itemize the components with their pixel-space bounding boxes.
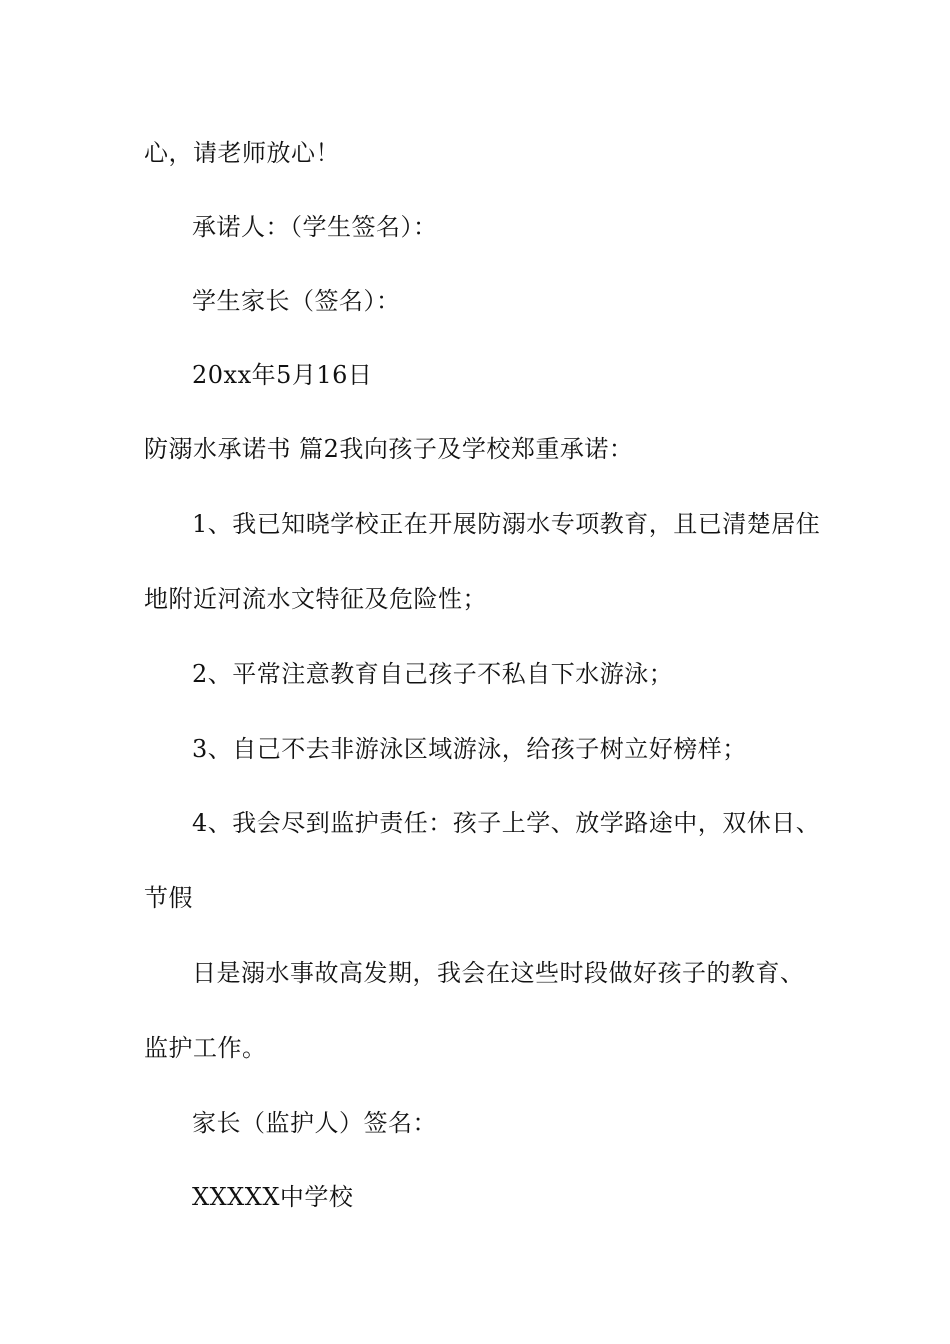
text-line-1: 心，请老师放心！ [144,139,340,167]
parent-signature-line: 学生家长（签名）： [192,287,401,315]
school-name-line: XXXXX中学校 [192,1183,354,1211]
pledge-item-1-line-2: 地附近河流水文特征及危险性； [144,585,487,613]
pledge-item-4-line-4: 监护工作。 [144,1034,267,1062]
pledge-item-1-line-1: 1、我已知晓学校正在开展防溺水专项教育，且已清楚居住 [192,510,821,538]
guardian-signature-line: 家长（监护人）签名： [192,1109,437,1137]
section-heading-line: 防溺水承诺书 篇2我向孩子及学校郑重承诺： [144,435,634,463]
pledge-item-4-line-1: 4、我会尽到监护责任：孩子上学、放学路途中，双休日、 [192,809,821,837]
pledge-item-4-line-2: 节假 [144,884,193,912]
pledge-item-3: 3、自己不去非游泳区域游泳，给孩子树立好榜样； [192,735,747,763]
pledge-item-2: 2、平常注意教育自己孩子不私自下水游泳； [192,660,674,688]
promisor-signature-line: 承诺人：（学生签名）： [192,213,438,241]
date-line: 20xx年5月16日 [192,361,373,389]
pledge-item-4-line-3: 日是溺水事故高发期，我会在这些时段做好孩子的教育、 [192,959,805,987]
